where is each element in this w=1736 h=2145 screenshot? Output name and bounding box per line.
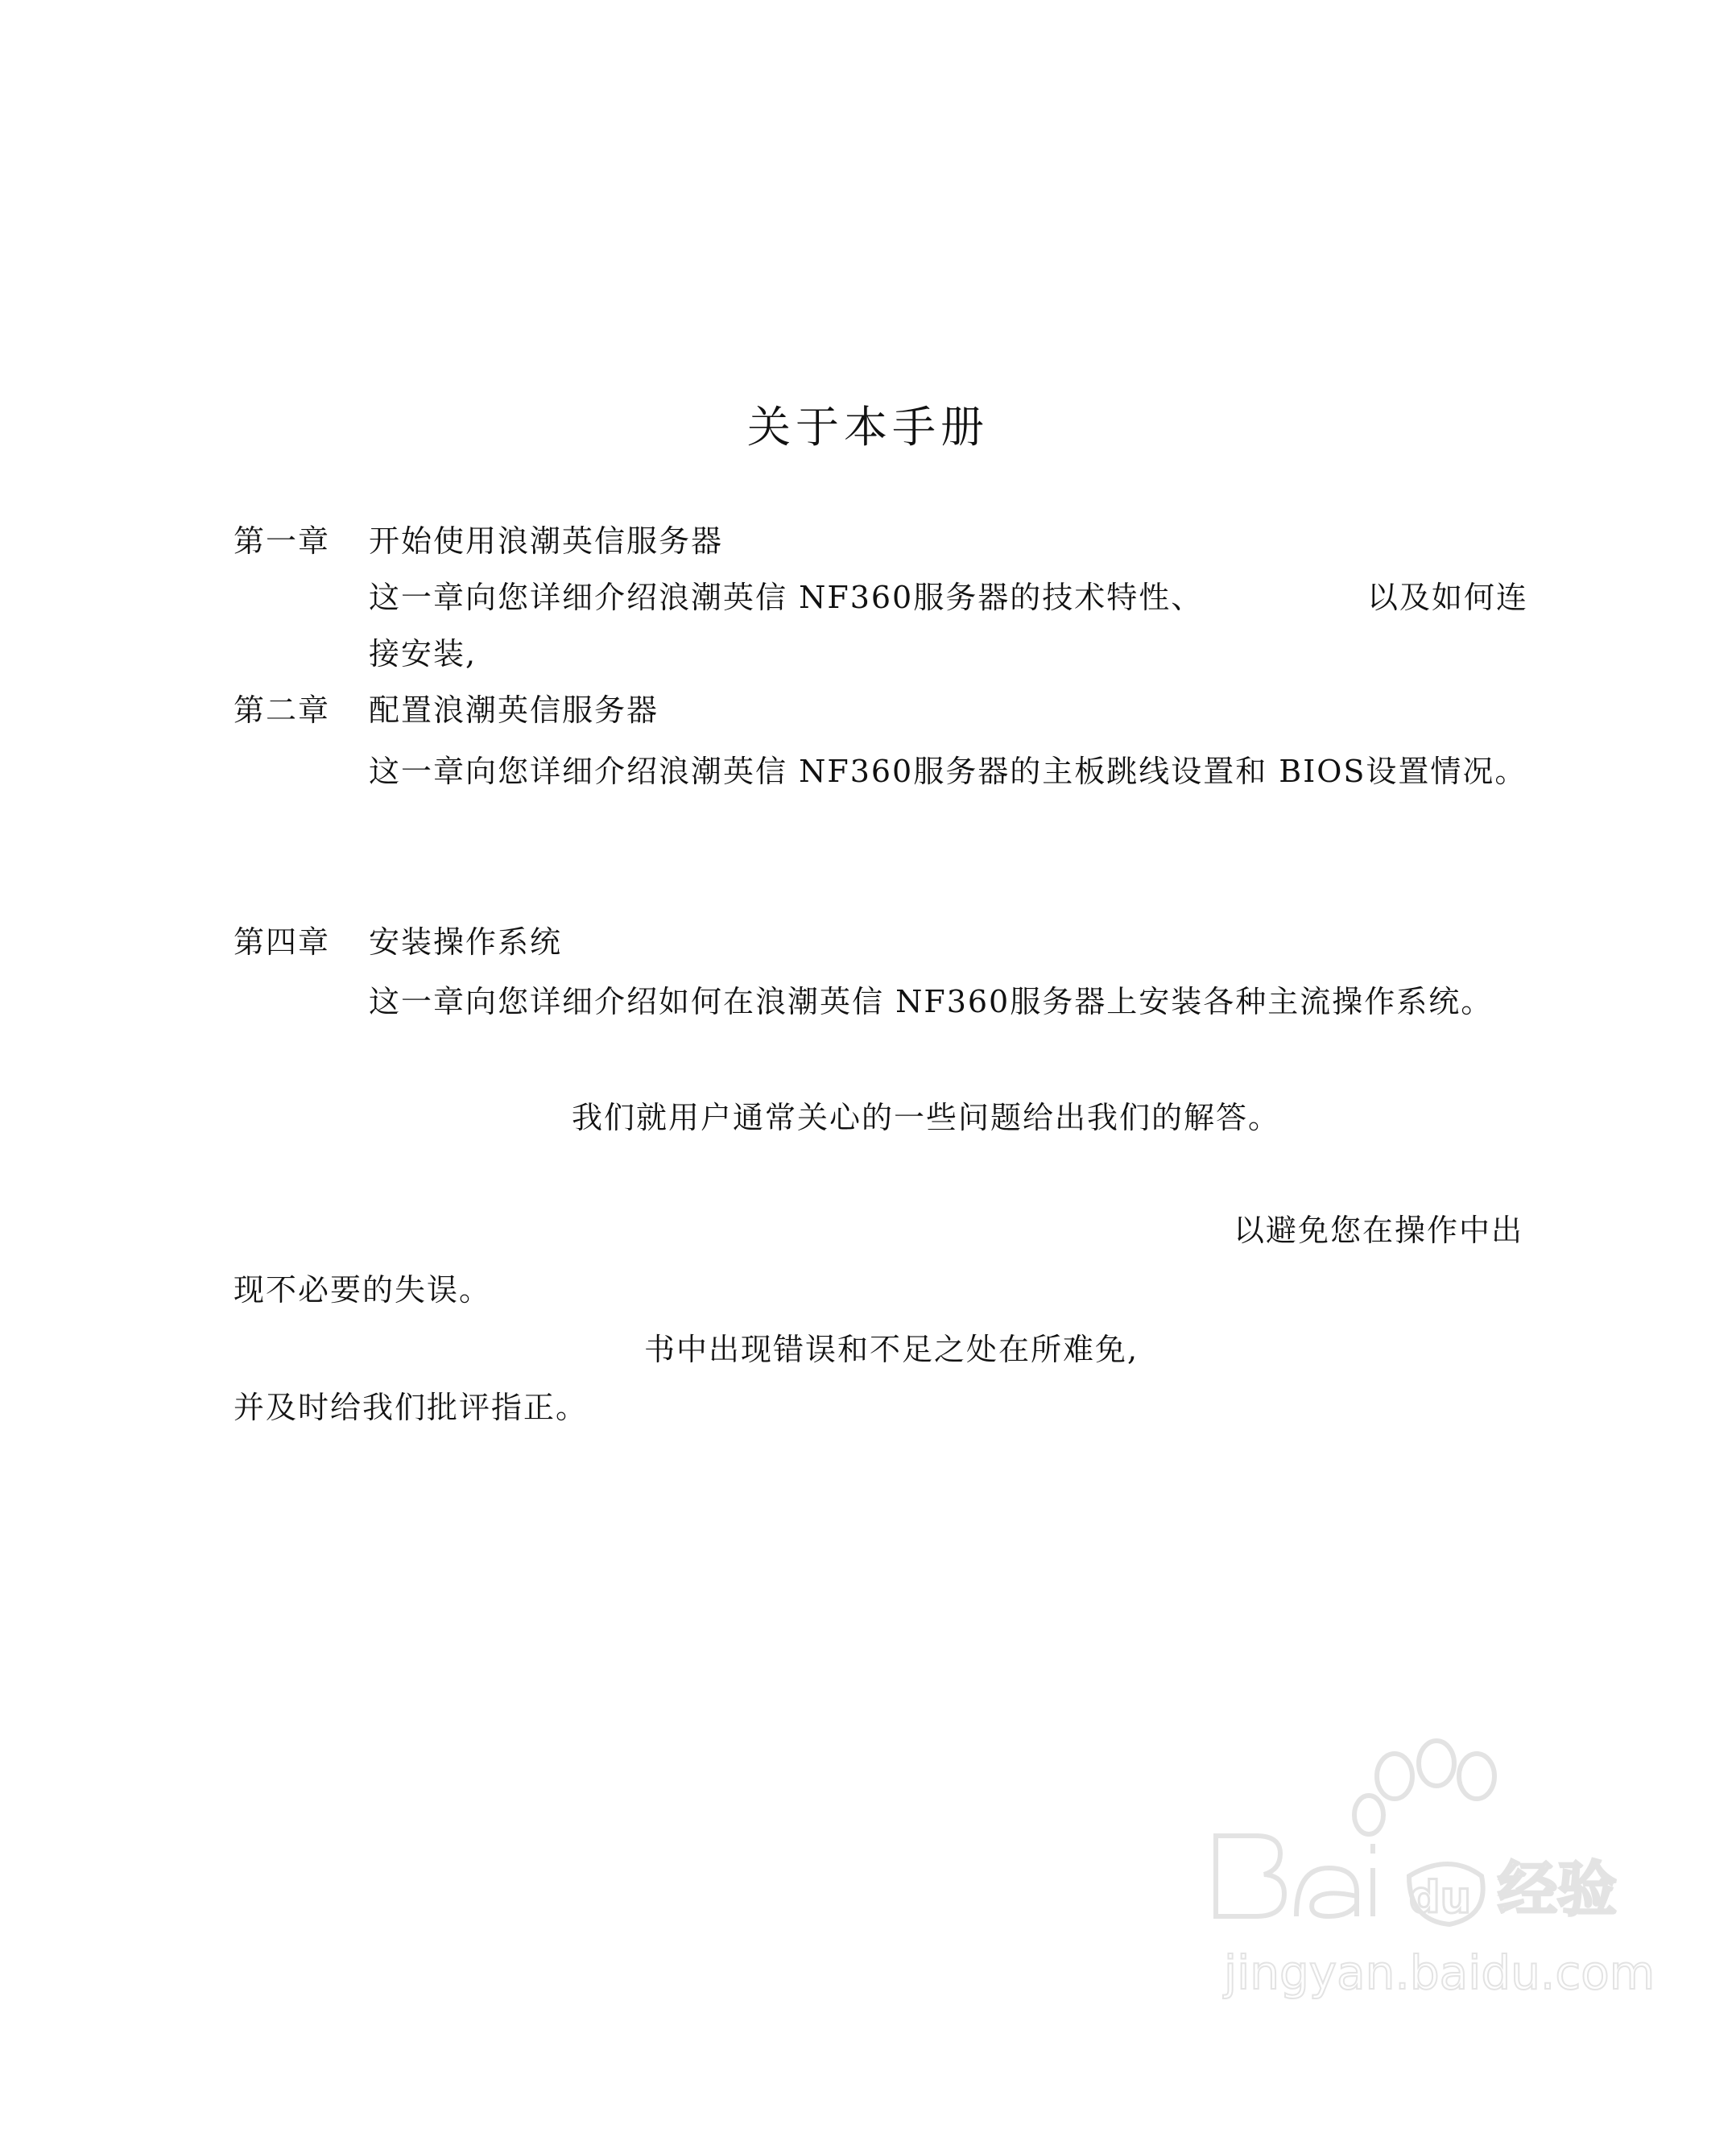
avoid-paragraph-b: 现不必要的失误。 [234, 1272, 492, 1308]
chapter-2-desc: 这一章向您详细介绍浪潮英信 NF360服务器的主板跳线设置和 BIOS设置情况。 [369, 754, 1527, 789]
chapter-1-desc-a: 这一章向您详细介绍浪潮英信 NF360服务器的技术特性、 [369, 580, 1204, 615]
watermark-url: jingyan.baidu.com [1224, 1945, 1655, 2000]
chapter-1-heading-line [234, 522, 723, 560]
chapter-4-label: 第四章 [234, 924, 331, 960]
chapter-4-desc: 这一章向您详细介绍如何在浪潮英信 NF360服务器上安装各种主流操作系统。 [369, 984, 1494, 1019]
errors-paragraph-a: 书中出现错误和不足之处在所难免, [644, 1332, 1139, 1367]
chapter-1-label: 第一章 [234, 523, 331, 559]
watermark-jingyan-text: 经验 [1498, 1855, 1617, 1924]
baidu-paw-logo-icon [1208, 1731, 1659, 2021]
avoid-paragraph-a: 以避免您在操作中出 [1234, 1213, 1524, 1248]
faq-paragraph: 我们就用户通常关心的一些问题给出我们的解答。 [572, 1100, 1281, 1135]
chapter-1-heading: 开始使用浪潮英信服务器 [369, 523, 724, 559]
chapter-2-heading: 配置浪潮英信服务器 [369, 692, 659, 728]
chapter-1-desc-b: 以及如何连 [1367, 580, 1529, 615]
chapter-1-desc-c: 接安装, [369, 636, 477, 672]
errors-paragraph-b: 并及时给我们批评指正。 [234, 1390, 589, 1425]
chapter-2-heading-line [234, 691, 659, 729]
watermark-du-text: du [1409, 1872, 1472, 1923]
baidu-jingyan-watermark [1208, 1731, 1659, 2021]
chapter-4-heading-line [234, 923, 562, 961]
page-title: 关于本手册 [747, 402, 989, 453]
chapter-4-heading: 安装操作系统 [369, 924, 563, 960]
chapter-2-label: 第二章 [234, 692, 331, 728]
